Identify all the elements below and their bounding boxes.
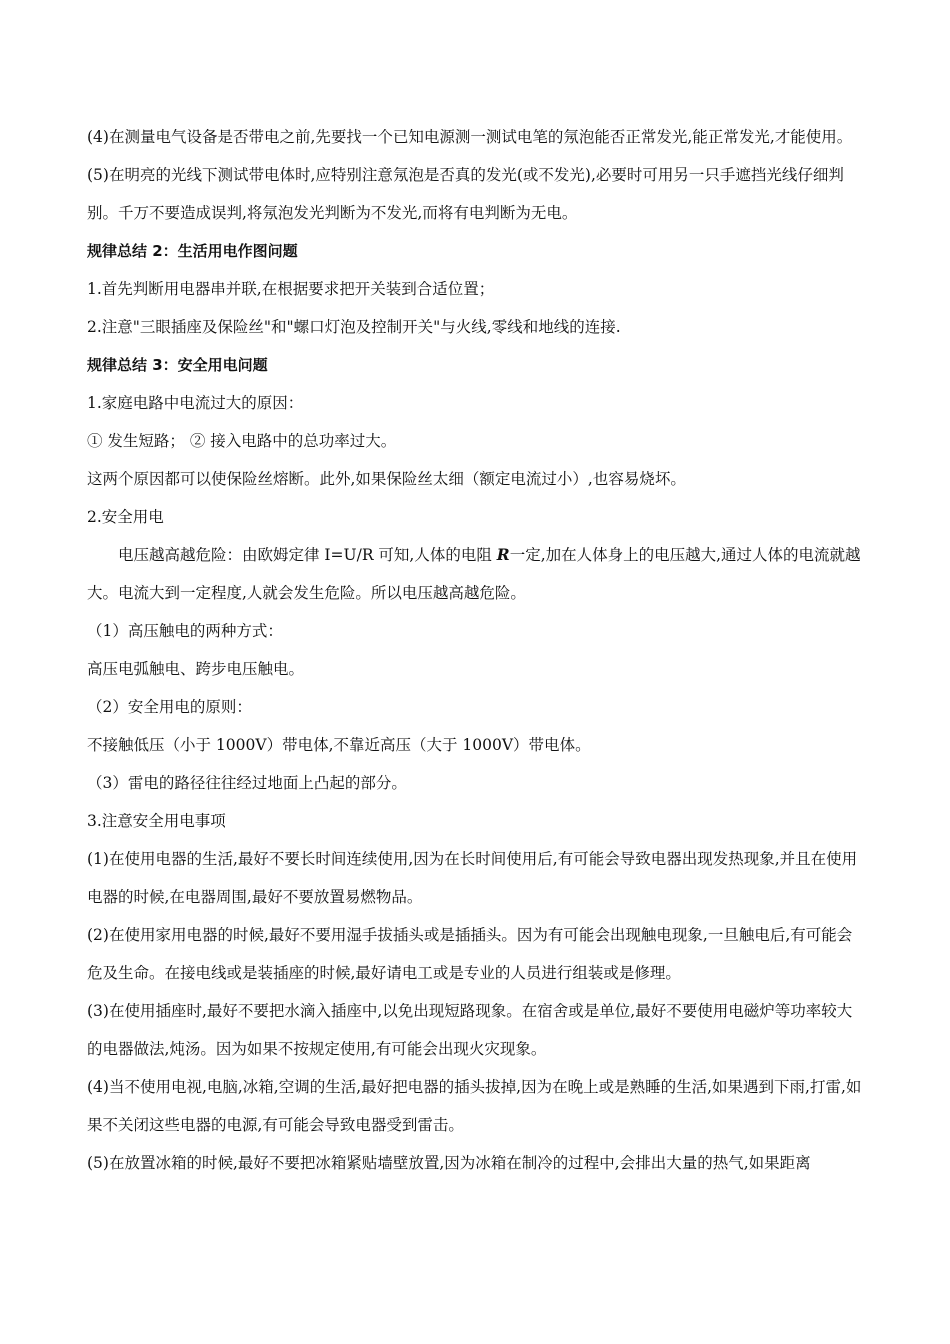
- heading-summary-3: 规律总结 3：安全用电问题: [87, 356, 268, 374]
- paragraph-tester-5: (5)在明亮的光线下测试带电体时,应特别注意氖泡是否真的发光(或不发光),必要时可用另一只手遮挡光线仔细判别。千万不要造成误判,将氖泡发光判断为不发光,而将有电判断为无电。: [87, 166, 844, 222]
- paragraph-hv-methods-title: （1）高压触电的两种方式：: [87, 622, 283, 640]
- paragraph-precaution-3: (3)在使用插座时,最好不要把水滴入插座中,以免出现短路现象。在宿舍或是单位,最好不要使用电磁炉等功率较大的电器做法,炖汤。因为如果不按规定使用,有可能会出现火灾现象。: [87, 1002, 853, 1058]
- symbol-resistance: R: [496, 545, 510, 564]
- voltage-text-part1: 电压越高越危险：由欧姆定律 I=U/R 可知,人体的电阻: [118, 546, 492, 564]
- paragraph-drawing-1: 1.首先判断用电器串并联,在根据要求把开关装到合适位置；: [87, 280, 495, 298]
- paragraph-principle: 不接触低压（小于 1000V）带电体,不靠近高压（大于 1000V）带电体。: [87, 736, 591, 754]
- paragraph-precaution-2: (2)在使用家用电器的时候,最好不要用湿手拔插头或是插插头。因为有可能会出现触电现象,一旦触电后,有可能会危及生命。在接电线或是装插座的时候,最好请电工或是专业的人员进行组装或是修理。: [87, 926, 853, 982]
- paragraph-safe-usage-title: 2.安全用电: [87, 508, 164, 526]
- paragraph-lightning: （3）雷电的路径往往经过地面上凸起的部分。: [87, 774, 407, 792]
- paragraph-principle-title: （2）安全用电的原则：: [87, 698, 252, 716]
- paragraph-precaution-5: (5)在放置冰箱的时候,最好不要把冰箱紧贴墙壁放置,因为冰箱在制冷的过程中,会排出大量的热气,如果距离: [87, 1154, 811, 1172]
- voltage-text-part2: 一定,加在人体身上的电压越大,通过人体的电流就越大。电流大到一定程度,人就会发生危险。所以电压越高越危险。: [87, 546, 861, 602]
- paragraph-precaution-1: (1)在使用电器的生活,最好不要长时间连续使用,因为在长时间使用后,有可能会导致电器出现发热现象,并且在使用电器的时候,在电器周围,最好不要放置易燃物品。: [87, 850, 858, 906]
- paragraph-tester-4: (4)在测量电气设备是否带电之前,先要找一个已知电源测一测试电笔的氖泡能否正常发光,能正常发光,才能使用。: [87, 128, 853, 146]
- heading-summary-2: 规律总结 2：生活用电作图问题: [87, 242, 298, 260]
- paragraph-overcurrent-causes: ① 发生短路； ② 接入电路中的总功率过大。: [87, 432, 397, 450]
- paragraph-hv-methods: 高压电弧触电、跨步电压触电。: [87, 660, 305, 678]
- paragraph-fuse-note: 这两个原因都可以使保险丝熔断。此外,如果保险丝太细（额定电流过小）,也容易烧坏。: [87, 470, 686, 488]
- paragraph-overcurrent-title: 1.家庭电路中电流过大的原因：: [87, 394, 304, 412]
- paragraph-drawing-2: 2.注意"三眼插座及保险丝"和"螺口灯泡及控制开关"与火线,零线和地线的连接.: [87, 318, 621, 336]
- document-page: [87, 118, 865, 1182]
- paragraph-precaution-4: (4)当不使用电视,电脑,冰箱,空调的生活,最好把电器的插头拔掉,因为在晚上或是熟睡的生活,如果遇到下雨,打雷,如果不关闭这些电器的电源,有可能会导致电器受到雷击。: [87, 1078, 862, 1134]
- paragraph-voltage-danger: [87, 536, 865, 612]
- paragraph-precautions-title: 3.注意安全用电事项: [87, 812, 226, 830]
